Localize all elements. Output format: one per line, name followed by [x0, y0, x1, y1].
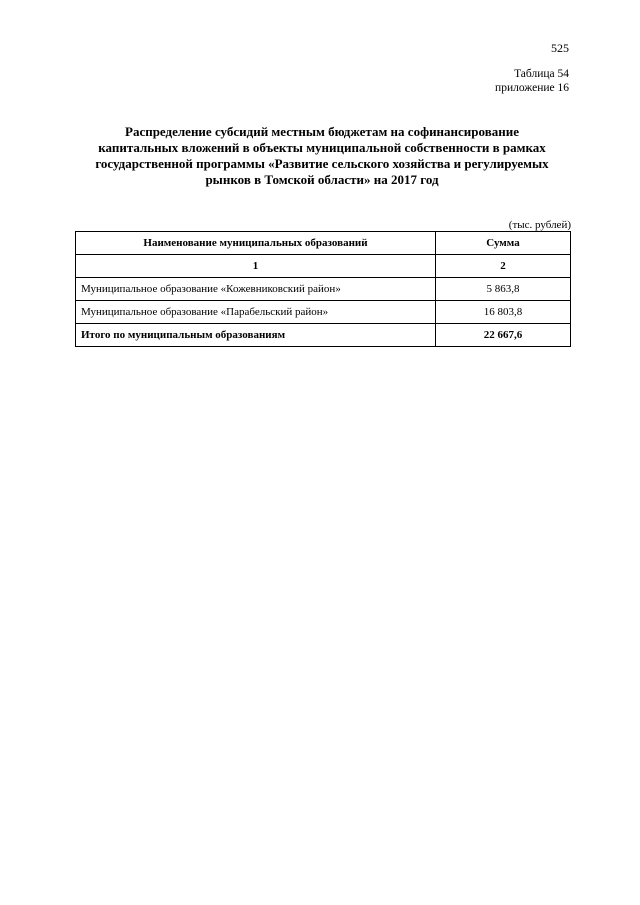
- title-line: капитальных вложений в объекты муниципальной собственности в рамках: [98, 140, 546, 155]
- title-line: Распределение субсидий местным бюджетам на софинансирование: [125, 124, 519, 139]
- units-label: (тыс. рублей): [508, 219, 571, 231]
- index-cell: 2: [436, 255, 571, 278]
- table-number: Таблица 54: [514, 68, 569, 80]
- appendix-number: приложение 16: [495, 82, 569, 94]
- subsidy-amount: 16 803,8: [436, 301, 571, 324]
- table-row: [76, 278, 571, 301]
- header-sum: Сумма: [436, 232, 571, 255]
- header-name: Наименование муниципальных образований: [76, 232, 436, 255]
- municipality-name: Муниципальное образование «Кожевниковский район»: [76, 278, 436, 301]
- title-line: государственной программы «Развитие сельского хозяйства и регулируемых: [95, 156, 549, 171]
- total-amount: 22 667,6: [436, 324, 571, 347]
- table-reference: [495, 67, 569, 95]
- index-cell: 1: [76, 255, 436, 278]
- subsidy-amount: 5 863,8: [436, 278, 571, 301]
- total-label: Итого по муниципальным образованиям: [76, 324, 436, 347]
- page-number: 525: [551, 41, 569, 55]
- municipality-name: Муниципальное образование «Парабельский район»: [76, 301, 436, 324]
- table-row: [76, 301, 571, 324]
- table-header-row: [76, 232, 571, 255]
- subsidy-table: [75, 231, 571, 347]
- document-title: [72, 124, 572, 188]
- total-row: [76, 324, 571, 347]
- title-line: рынков в Томской области» на 2017 год: [205, 172, 439, 187]
- column-index-row: [76, 255, 571, 278]
